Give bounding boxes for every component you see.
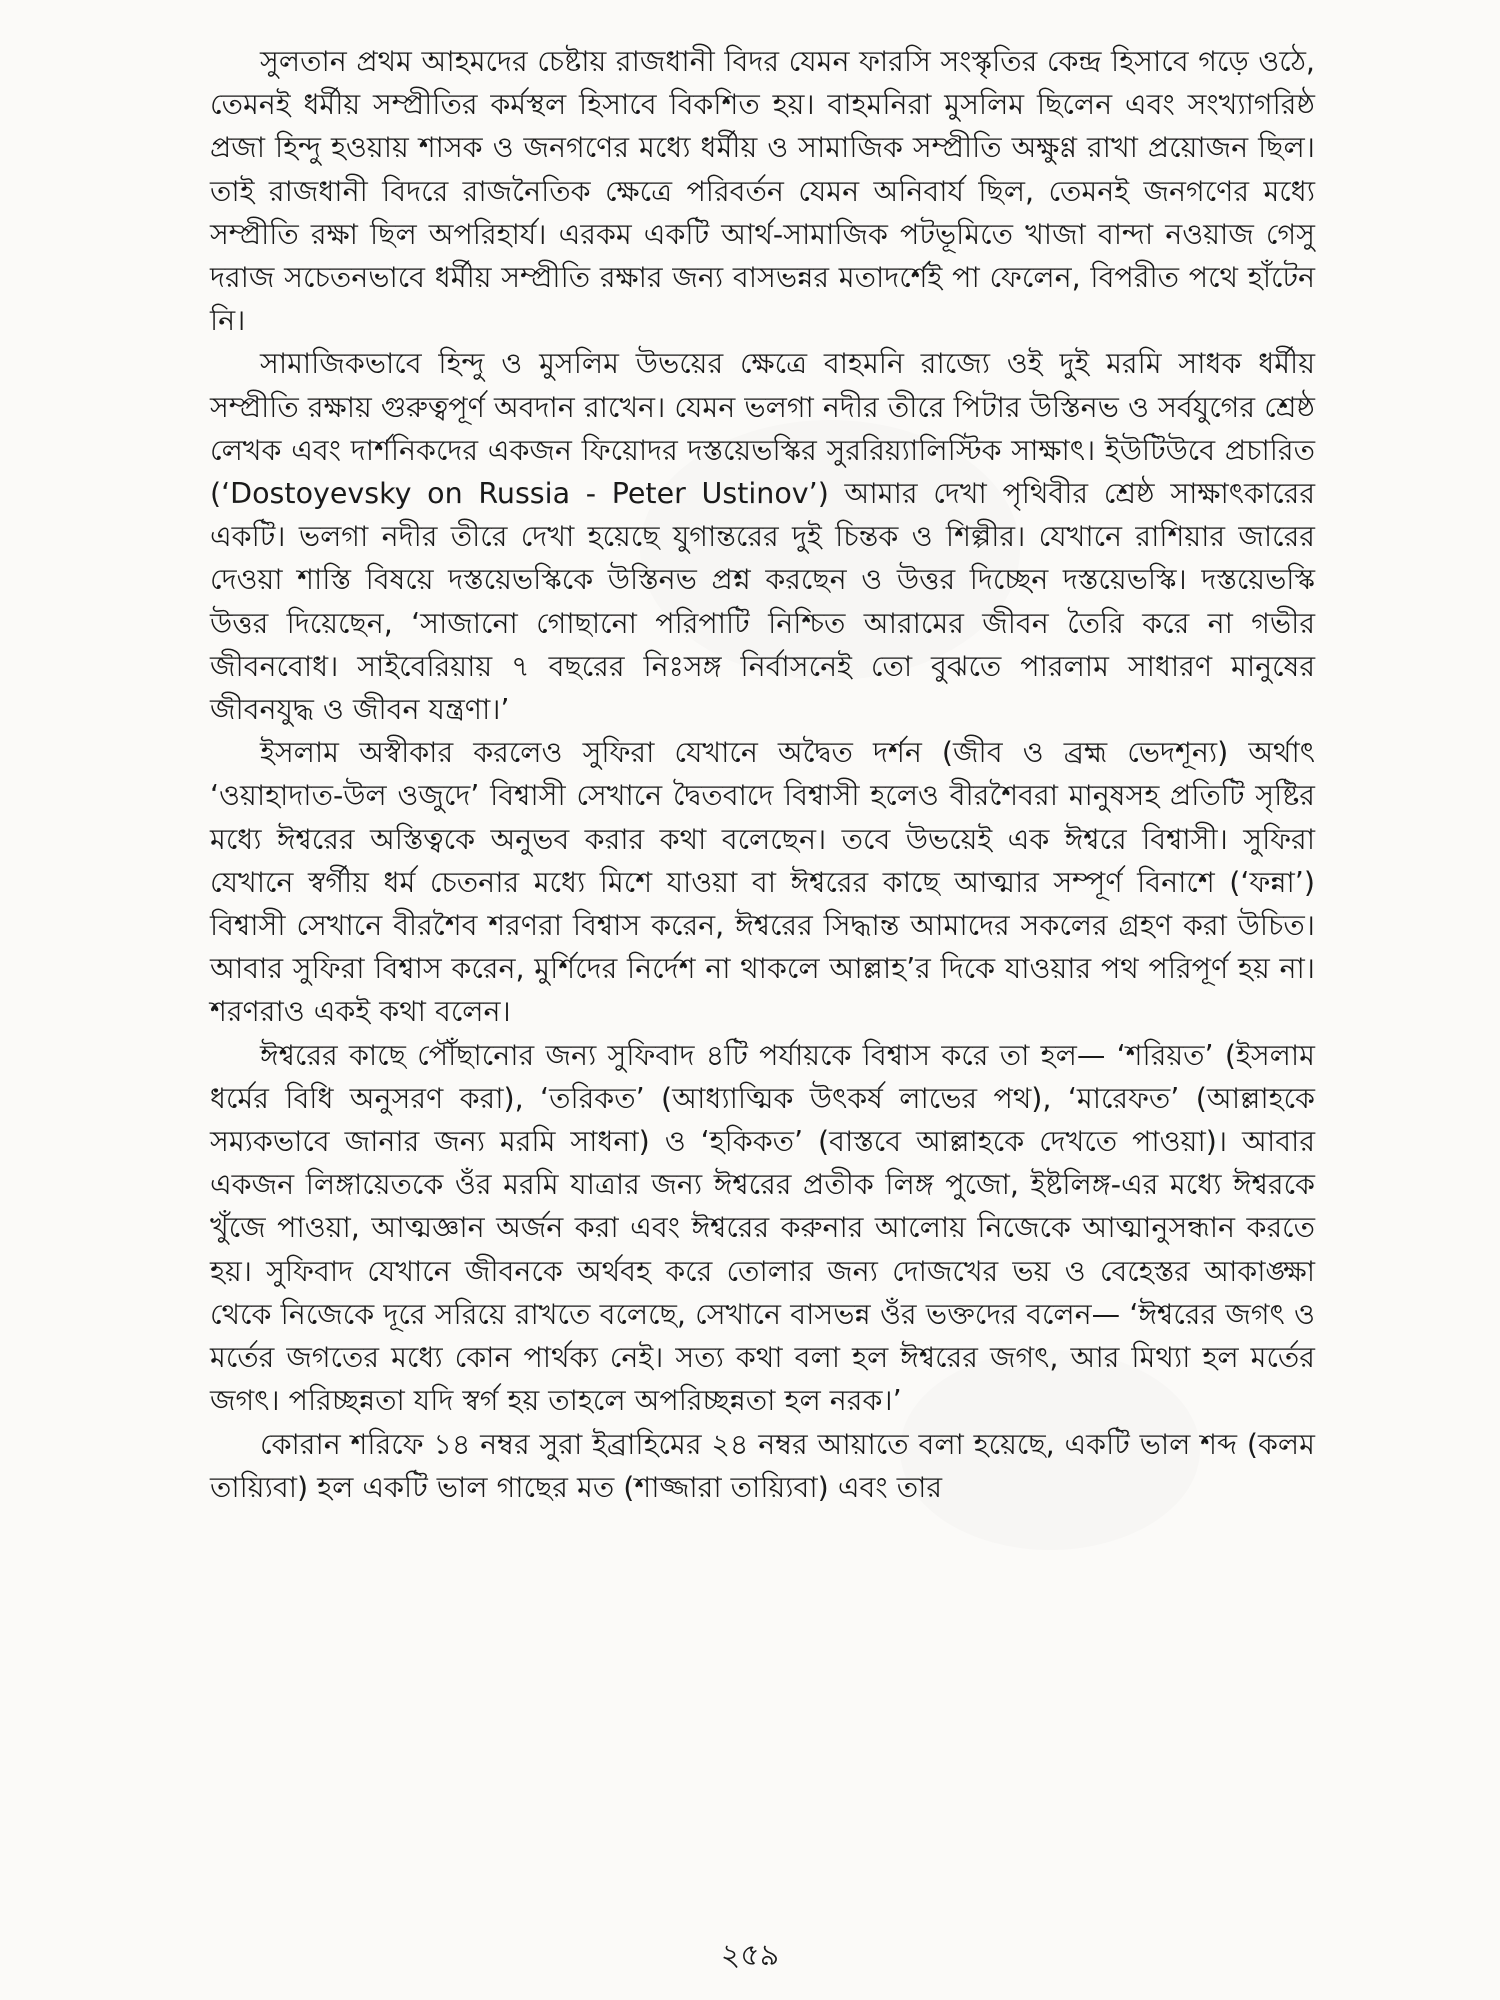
paragraph: সুলতান প্রথম আহমদের চেষ্টায় রাজধানী বিদর যেমন ফারসি সংস্কৃতির কেন্দ্র হিসাবে গড়ে ওঠে, তেমনই ধর্মীয় সম্প্রীতির কর্মস্থল হিসাবে বিকশিত হয়। বাহমনিরা মুসলিম ছিলেন এবং সংখ্যাগরিষ্ঠ প্রজা হিন্দু হওয়ায় শাসক ও জনগণের মধ্যে ধর্মীয় ও সামাজিক সম্প্রীতি অক্ষুণ্ণ রাখা প্রয়োজন ছিল। তাই রাজধানী বিদরে রাজনৈতিক ক্ষেত্রে পরিবর্তন যেমন অনিবার্য ছিল, তেমনই জনগণের মধ্যে সম্প্রীতি রক্ষা ছিল অপরিহার্য। এরকম একটি আর্থ-সামাজিক পটভূমিতে খাজা বান্দা নওয়াজ গেসু দরাজ সচেতনভাবে ধর্মীয় সম্প্রীতি রক্ষার জন্য বাসভন্নর মতাদর্শেই পা ফেলেন, বিপরীত পথে হাঁটেন নি।	[210, 45, 1315, 338]
paragraph: সামাজিকভাবে হিন্দু ও মুসলিম উভয়ের ক্ষেত্রে বাহমনি রাজ্যে ওই দুই মরমি সাধক ধর্মীয় সম্প্রীতি রক্ষায় গুরুত্বপূর্ণ অবদান রাখেন। যেমন ভলগা নদীর তীরে পিটার উস্তিনভ ও সর্বযুগের শ্রেষ্ঠ লেখক এবং দার্শনিকদের একজন ফিয়োদর দস্তয়েভস্কির সুররিয়্যালিস্টিক সাক্ষাৎ। ইউটিউবে প্রচারিত (‘Dostoyevsky on Russia - Peter Ustinov’) আমার দেখা পৃথিবীর শ্রেষ্ঠ সাক্ষাৎকারের একটি। ভলগা নদীর তীরে দেখা হয়েছে যুগান্তরের দুই চিন্তক ও শিল্পীর। যেখানে রাশিয়ার জারের দেওয়া শাস্তি বিষয়ে দস্তয়েভস্কিকে উস্তিনভ প্রশ্ন করছেন ও উত্তর দিচ্ছেন দস্তয়েভস্কি। দস্তয়েভস্কি উত্তর দিয়েছেন, ‘সাজানো গোছানো পরিপাটি নিশ্চিত আরামের জীবন তৈরি করে না গভীর জীবনবোধ। সাইবেরিয়ায় ৭ বছরের নিঃসঙ্গ নির্বাসনেই তো বুঝতে পারলাম সাধারণ মানুষের জীবনযুদ্ধ ও জীবন যন্ত্রণা।’	[210, 347, 1315, 727]
paragraph: ইসলাম অস্বীকার করলেও সুফিরা যেখানে অদ্বৈত দর্শন (জীব ও ব্রহ্ম ভেদশূন্য) অর্থাৎ ‘ওয়াহাদাত-উল ওজুদে’ বিশ্বাসী সেখানে দ্বৈতবাদে বিশ্বাসী হলেও বীরশৈবরা মানুষসহ প্রতিটি সৃষ্টির মধ্যে ঈশ্বরের অস্তিত্বকে অনুভব করার কথা বলেছেন। তবে উভয়েই এক ঈশ্বরে বিশ্বাসী। সুফিরা যেখানে স্বর্গীয় ধর্ম চেতনার মধ্যে মিশে যাওয়া বা ঈশ্বরের কাছে আত্মার সম্পূর্ণ বিনাশে (‘ফন্না’) বিশ্বাসী সেখানে বীরশৈব শরণরা বিশ্বাস করেন, ঈশ্বরের সিদ্ধান্ত আমাদের সকলের গ্রহণ করা উচিত। আবার সুফিরা বিশ্বাস করেন, মুর্শিদের নির্দেশ না থাকলে আল্লাহ’র দিকে যাওয়ার পথ পরিপূর্ণ হয় না। শরণরাও একই কথা বলেন।	[210, 736, 1315, 1029]
page-number: ২৫৯	[720, 1938, 780, 1973]
paragraph: কোরান শরিফে ১৪ নম্বর সুরা ইব্রাহিমের ২৪ নম্বর আয়াতে বলা হয়েছে, একটি ভাল শব্দ (কলম তায়্যিবা) হল একটি ভাল গাছের মত (শাজ্জারা তায়্যিবা) এবং তার	[210, 1427, 1315, 1504]
paragraph: ঈশ্বরের কাছে পৌঁছানোর জন্য সুফিবাদ ৪টি পর্যায়কে বিশ্বাস করে তা হল— ‘শরিয়ত’ (ইসলাম ধর্মের বিধি অনুসরণ করা), ‘তরিকত’ (আধ্যাত্মিক উৎকর্ষ লাভের পথ), ‘মারেফত’ (আল্লাহকে সম্যকভাবে জানার জন্য মরমি সাধনা) ও ‘হকিকত’ (বাস্তবে আল্লাহকে দেখতে পাওয়া)। আবার একজন লিঙ্গায়েতকে ওঁর মরমি যাত্রার জন্য ঈশ্বরের প্রতীক লিঙ্গ পুজো, ইষ্টলিঙ্গ-এর মধ্যে ঈশ্বরকে খুঁজে পাওয়া, আত্মজ্ঞান অর্জন করা এবং ঈশ্বরের করুনার আলোয় নিজেকে আত্মানুসন্ধান করতে হয়। সুফিবাদ যেখানে জীবনকে অর্থবহ করে তোলার জন্য দোজখের ভয় ও বেহেস্তর আকাঙ্ক্ষা থেকে নিজেকে দূরে সরিয়ে রাখতে বলেছে, সেখানে বাসভন্ন ওঁর ভক্তদের বলেন— ‘ঈশ্বরের জগৎ ও মর্তের জগতের মধ্যে কোন পার্থক্য নেই। সত্য কথা বলা হল ঈশ্বরের জগৎ, আর মিথ্যা হল মর্তের জগৎ। পরিচ্ছন্নতা যদি স্বর্গ হয় তাহলে অপরিচ্ছন্নতা হল নরক।’	[210, 1038, 1315, 1418]
body-text	[210, 40, 1315, 1509]
